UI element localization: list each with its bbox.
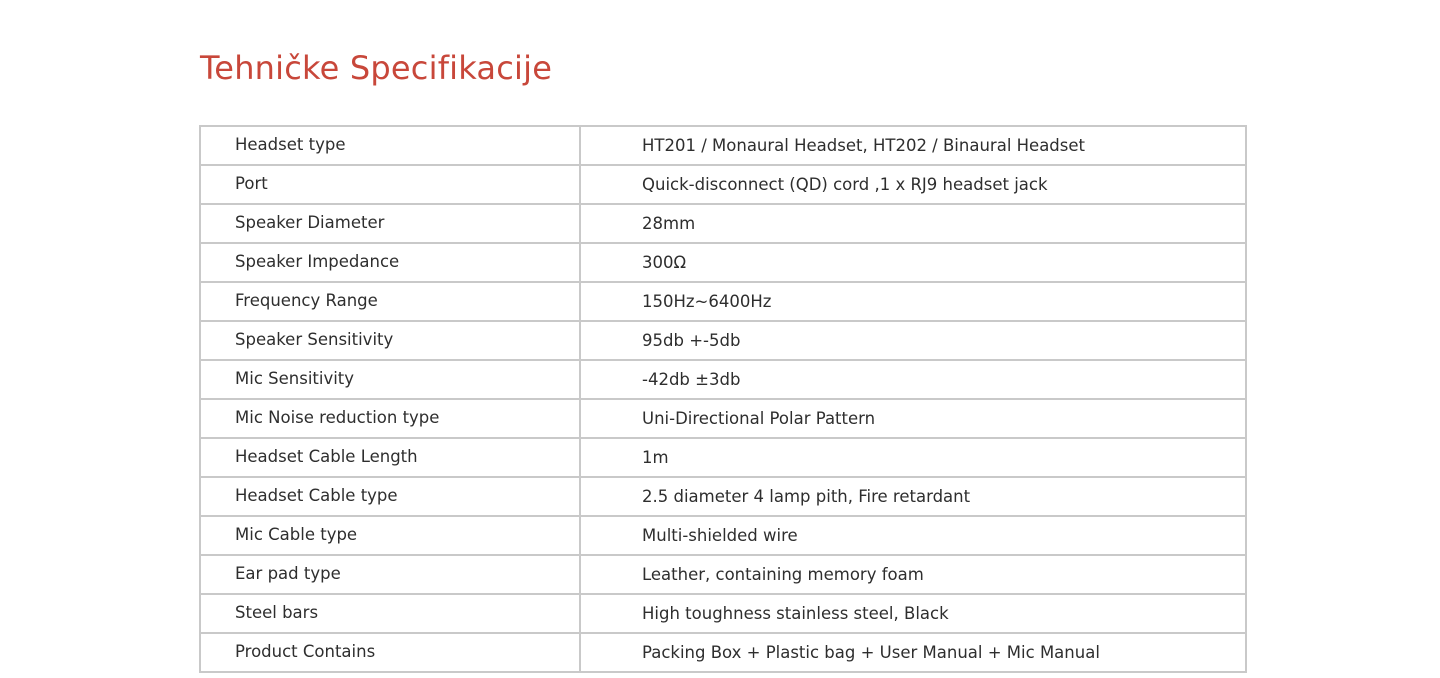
spec-table-body xyxy=(200,126,1246,672)
spec-value: 300Ω xyxy=(580,243,1246,282)
spec-label: Frequency Range xyxy=(200,282,580,321)
spec-value: 95db +-5db xyxy=(580,321,1246,360)
table-row xyxy=(200,399,1246,438)
spec-value: Quick-disconnect (QD) cord ,1 x RJ9 headset jack xyxy=(580,165,1246,204)
spec-value: Multi-shielded wire xyxy=(580,516,1246,555)
spec-table xyxy=(199,125,1247,673)
spec-label: Speaker Diameter xyxy=(200,204,580,243)
table-row xyxy=(200,126,1246,165)
table-row xyxy=(200,360,1246,399)
spec-label: Steel bars xyxy=(200,594,580,633)
spec-value: Uni-Directional Polar Pattern xyxy=(580,399,1246,438)
table-row xyxy=(200,633,1246,672)
spec-label: Headset Cable type xyxy=(200,477,580,516)
spec-label: Mic Cable type xyxy=(200,516,580,555)
spec-value: -42db ±3db xyxy=(580,360,1246,399)
spec-label: Ear pad type xyxy=(200,555,580,594)
spec-value: HT201 / Monaural Headset, HT202 / Binaural Headset xyxy=(580,126,1246,165)
table-row xyxy=(200,282,1246,321)
spec-label: Mic Sensitivity xyxy=(200,360,580,399)
spec-value: Packing Box + Plastic bag + User Manual + Mic Manual xyxy=(580,633,1246,672)
table-row xyxy=(200,555,1246,594)
table-row xyxy=(200,243,1246,282)
spec-value: 150Hz~6400Hz xyxy=(580,282,1246,321)
table-row xyxy=(200,477,1246,516)
table-row xyxy=(200,594,1246,633)
table-row xyxy=(200,516,1246,555)
spec-value: High toughness stainless steel, Black xyxy=(580,594,1246,633)
spec-label: Port xyxy=(200,165,580,204)
spec-value: Leather, containing memory foam xyxy=(580,555,1246,594)
table-row xyxy=(200,321,1246,360)
spec-label: Product Contains xyxy=(200,633,580,672)
table-row xyxy=(200,165,1246,204)
table-row xyxy=(200,204,1246,243)
spec-label: Headset type xyxy=(200,126,580,165)
spec-label: Speaker Impedance xyxy=(200,243,580,282)
spec-value: 1m xyxy=(580,438,1246,477)
spec-value: 28mm xyxy=(580,204,1246,243)
spec-label: Mic Noise reduction type xyxy=(200,399,580,438)
spec-label: Headset Cable Length xyxy=(200,438,580,477)
page-title: Tehničke Specifikacije xyxy=(200,49,553,87)
spec-value: 2.5 diameter 4 lamp pith, Fire retardant xyxy=(580,477,1246,516)
spec-label: Speaker Sensitivity xyxy=(200,321,580,360)
table-row xyxy=(200,438,1246,477)
